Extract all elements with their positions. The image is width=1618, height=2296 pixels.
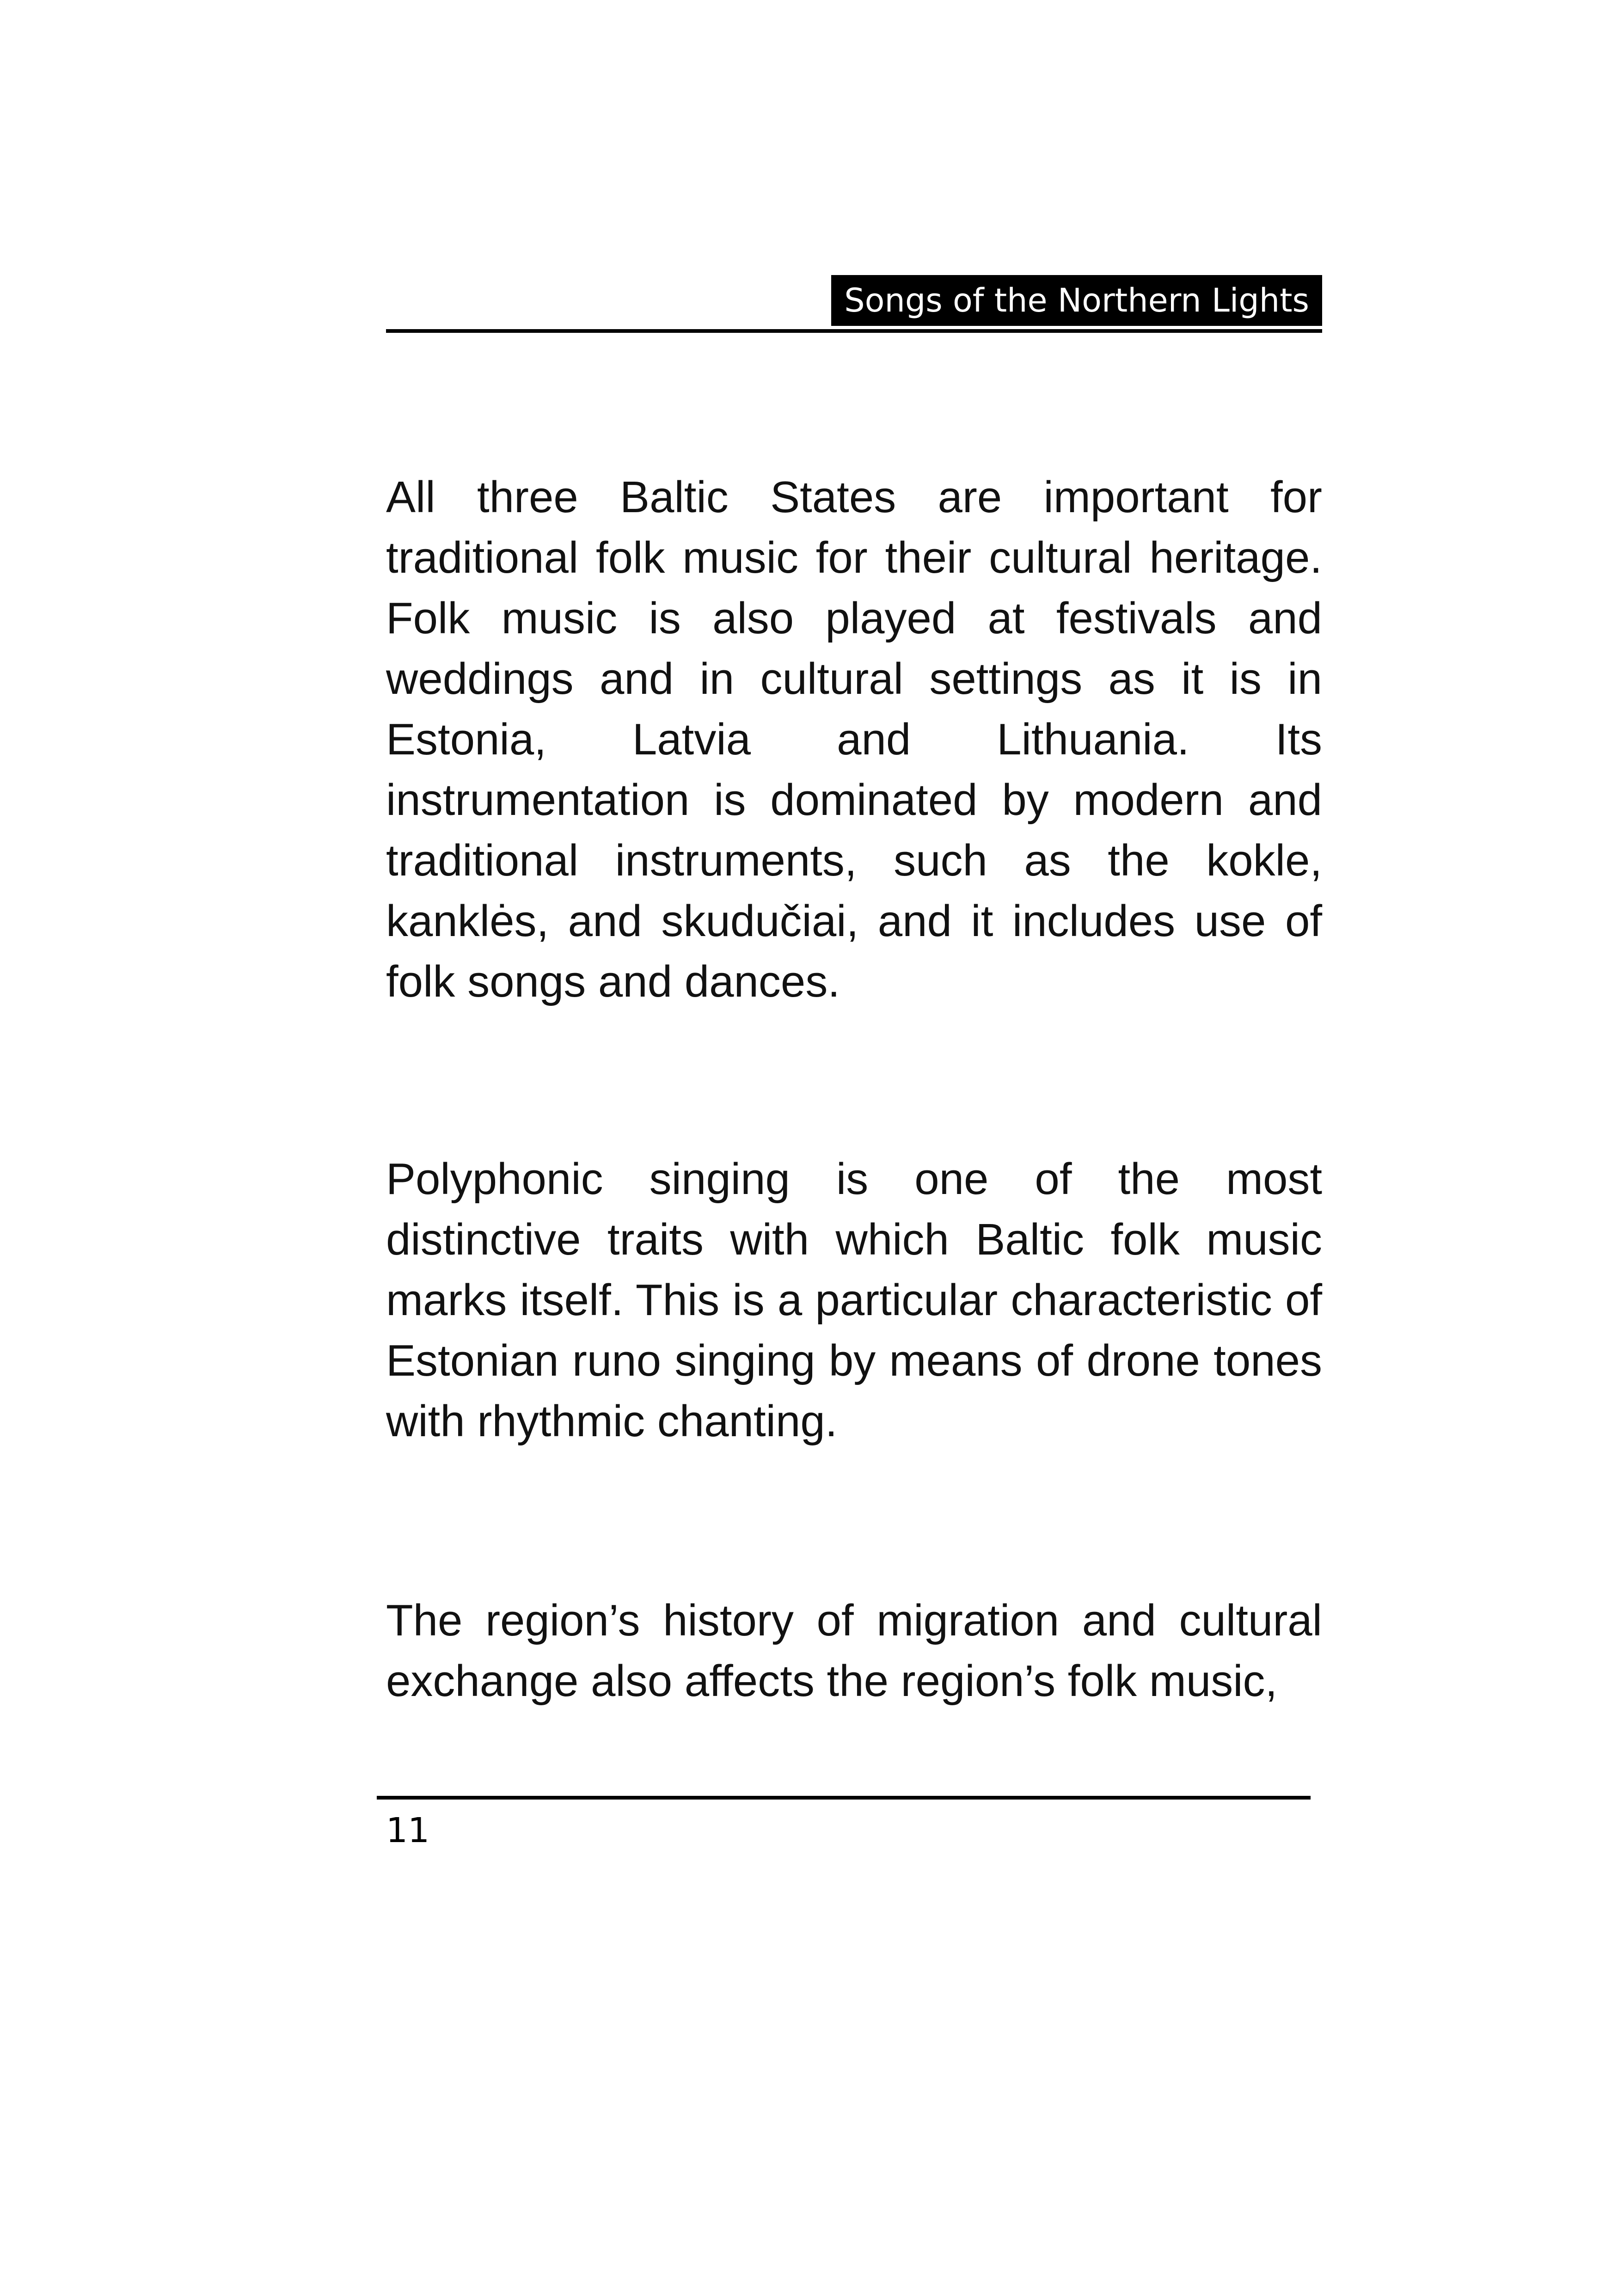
body-paragraph-3: The region’s history of migration and cultural exchange also affects the region’s folk music, bbox=[386, 1596, 1322, 1706]
header-rule bbox=[386, 329, 1322, 333]
running-header-title: Songs of the Northern Lights bbox=[831, 275, 1322, 326]
page-number: 11 bbox=[386, 1811, 430, 1850]
body-paragraph-1: All three Baltic States are important for traditional folk music for their cultural heritage. Folk music is also played at festivals and weddings and in cultural settings as it is in Estonia, Latvia and Lithuania. Its instrumentation is dominated by modern and traditional instruments, such as the kokle, kanklės, and skudučiai, and it includes use of folk songs and dances. bbox=[386, 472, 1322, 1006]
body-paragraph-2: Polyphonic singing is one of the most distinctive traits with which Baltic folk music marks itself. This is a particular characteristic of Estonian runo singing by means of drone tones with rhythmic chanting. bbox=[386, 1154, 1322, 1446]
footer-rule bbox=[377, 1796, 1311, 1800]
